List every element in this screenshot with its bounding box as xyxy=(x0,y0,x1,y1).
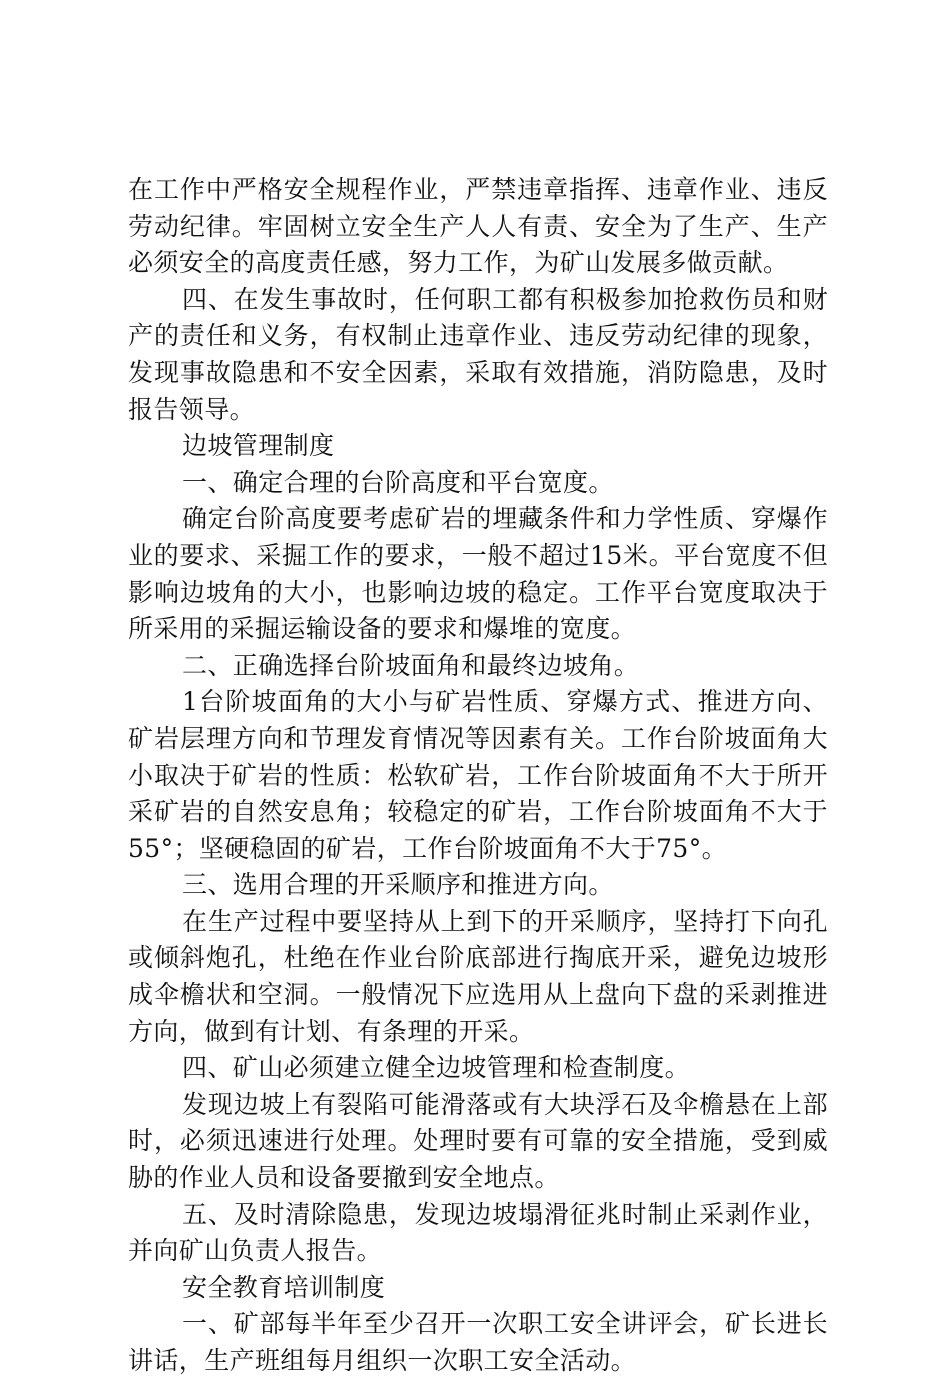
paragraph: 发现边坡上有裂陷可能滑落或有大块浮石及伞檐悬在上部时，必须迅速进行处理。处理时要有可靠的安全措施，受到威胁的作业人员和设备要撤到安全地点。 xyxy=(128,1089,828,1193)
section-heading: 边坡管理制度 xyxy=(182,431,335,461)
paragraph: 四、在发生事故时，任何职工都有积极参加抢救伤员和财产的责任和义务，有权制止违章作业、违反劳动纪律的现象，发现事故隐患和不安全因素，采取有效措施，消防隐患，及时报告领导。 xyxy=(128,284,828,424)
paragraph: 1台阶坡面角的大小与矿岩性质、穿爆方式、推进方向、矿岩层理方向和节理发育情况等因素有关。工作台阶坡面角大小取决于矿岩的性质：松软矿岩，工作台阶坡面角不大于所开采矿岩的自然安息角；较稳定的矿岩，工作台阶坡面角不大于55°；坚硬稳固的矿岩，工作台阶坡面角不大于75°。 xyxy=(128,687,828,863)
paragraph: 二、正确选择台阶坡面角和最终边坡角。 xyxy=(182,650,640,680)
paragraph: 三、选用合理的开采顺序和推进方向。 xyxy=(182,870,614,900)
section-heading: 安全教育培训制度 xyxy=(182,1272,386,1302)
paragraph: 在生产过程中要坚持从上到下的开采顺序，坚持打下向孔或倾斜炮孔，杜绝在作业台阶底部进行掏底开采，避免边坡形成伞檐状和空洞。一般情况下应选用从上盘向下盘的采剥推进方向，做到有计划、有条理的开采。 xyxy=(128,906,828,1046)
paragraph: 一、确定合理的台阶高度和平台宽度。 xyxy=(182,467,614,497)
paragraph: 五、及时清除隐患，发现边坡塌滑征兆时制止采剥作业，并向矿山负责人报告。 xyxy=(128,1199,828,1266)
document-body xyxy=(128,172,828,1380)
paragraph: 四、矿山必须建立健全边坡管理和检查制度。 xyxy=(182,1053,691,1083)
paragraph: 一、矿部每半年至少召开一次职工安全讲评会，矿长进长讲话，生产班组每月组织一次职工安全活动。 xyxy=(128,1309,828,1375)
paragraph: 确定台阶高度要考虑矿岩的埋藏条件和力学性质、穿爆作业的要求、采掘工作的要求，一般不超过15米。平台宽度不但影响边坡角的大小，也影响边坡的稳定。工作平台宽度取决于所采用的采掘运输设备的要求和爆堆的宽度。 xyxy=(128,504,828,644)
paragraph: 在工作中严格安全规程作业，严禁违章指挥、违章作业、违反劳动纪律。牢固树立安全生产人人有责、安全为了生产、生产必须安全的高度责任感，努力工作，为矿山发展多做贡献。 xyxy=(128,175,828,278)
